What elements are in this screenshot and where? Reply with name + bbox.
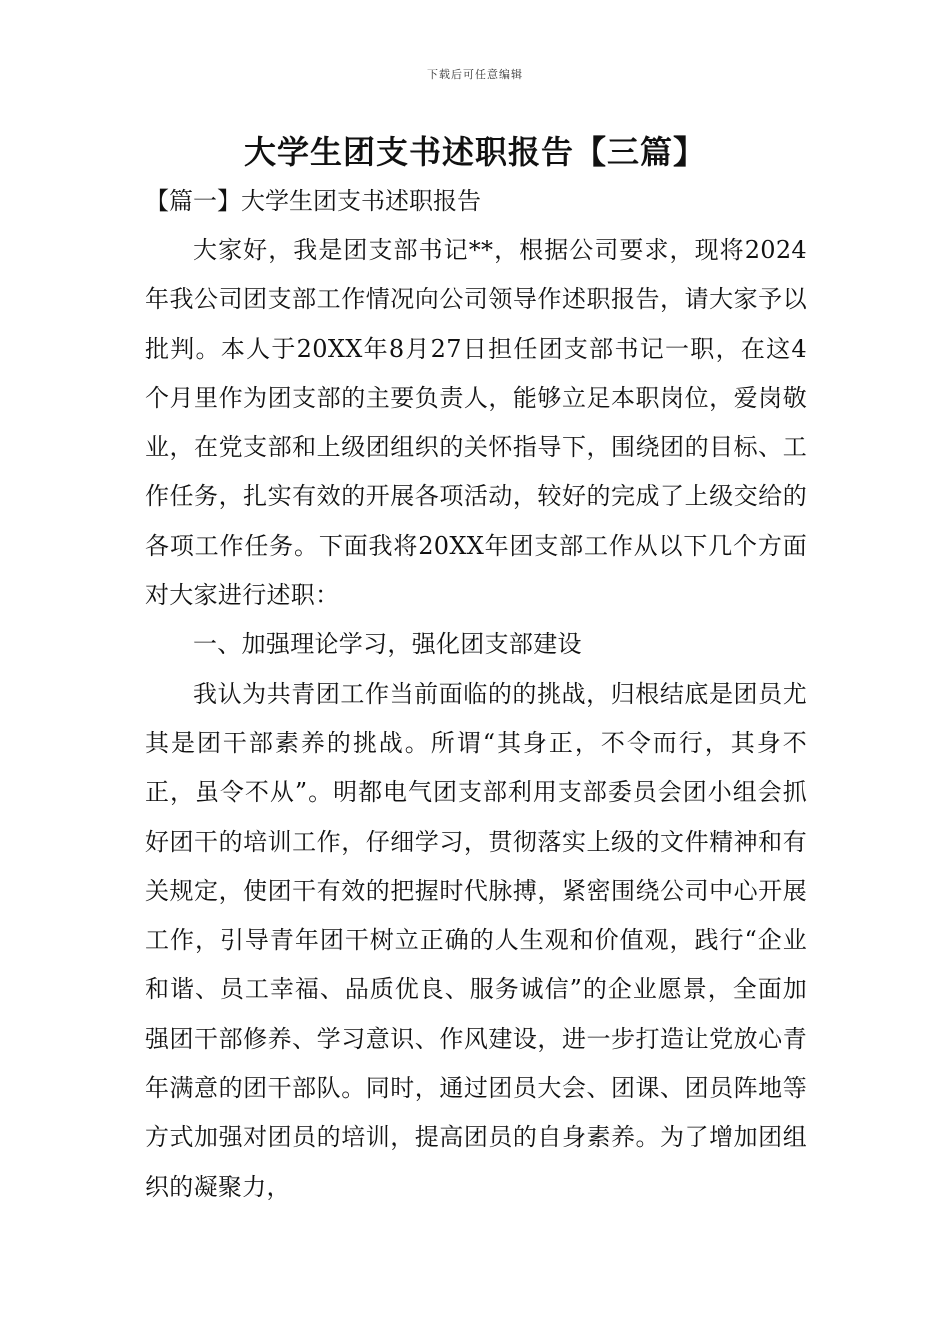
paragraph-study: 我认为共青团工作当前面临的的挑战，归根结底是团员尤其是团干部素养的挑战。所谓“其身正，不令而行，其身不正，虽令不从”。明都电气团支部利用支部委员会团小组会抓好团干的培训工作，仔细学习，贯彻落实上级的文件精神和有关规定，使团干有效的把握时代脉搏，紧密围绕公司中心开展工作，引导青年团干树立正确的人生观和价值观，践行“企业和谐、员工幸福、品质优良、服务诚信”的企业愿景，全面加强团干部修养、学习意识、作风建设，进一步打造让党放心青年满意的团干部队。同时，通过团员大会、团课、团员阵地等方式加强对团员的培训，提高团员的自身素养。为了增加团组织的凝聚力， (145, 679, 807, 1201)
paragraph-intro: 大家好，我是团支部书记**，根据公司要求，现将2024年我公司团支部工作情况向公司领导作述职报告，请大家予以批判。本人于20XX年8月27日担任团支部书记一职，在这4个月里作为团支部的主要负责人，能够立足本职岗位，爱岗敬业，在党支部和上级团组织的关怀指导下，围绕团的目标、工作任务，扎实有效的开展各项活动，较好的完成了上级交给的各项工作任务。下面我将20XX年团支部工作从以下几个方面对大家进行述职： (145, 236, 807, 610)
section-heading: 【篇一】大学生团支书述职报告 (145, 187, 481, 215)
header-note: 下载后可任意编辑 (427, 68, 523, 81)
paragraph-subheading: 一、加强理论学习，强化团支部建设 (193, 630, 582, 659)
body-text (145, 226, 807, 1212)
document-title: 大学生团支书述职报告【三篇】 (243, 133, 706, 171)
